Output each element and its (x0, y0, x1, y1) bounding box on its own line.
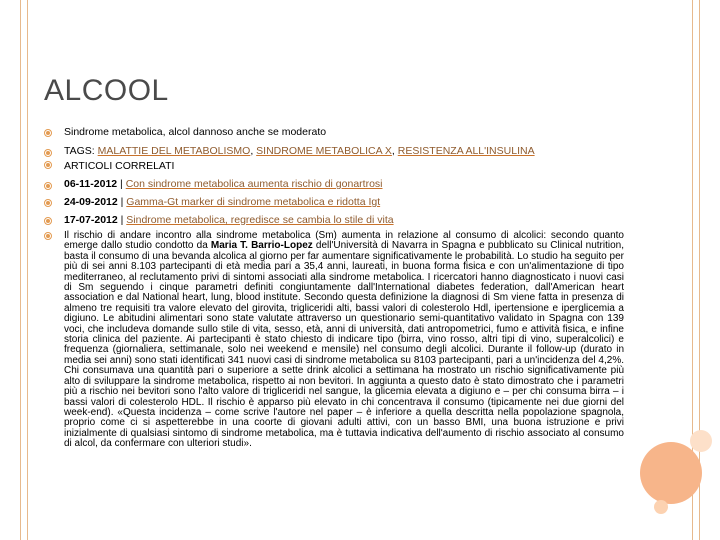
bullet-icon (44, 161, 52, 169)
article-body (64, 231, 624, 450)
tags-item: TAGS: MALATTIE DEL METABOLISMO, SINDROME METABOLICA X, RESISTENZA ALL'INSULINA (44, 145, 624, 160)
page-title: ALCOOL (44, 74, 169, 107)
bullet-icon (44, 129, 52, 137)
bullet-icon (44, 232, 52, 240)
related-date: 24-09-2012 (64, 196, 118, 208)
bullet-icon (44, 217, 52, 225)
body-intro: Il rischio di andare incontro alla sindrome metabolica (Sm) aumenta in relazione al consumo di alcolici: secondo quanto emerge dallo studio condotto da (64, 230, 624, 252)
tag-link-sindrome-metabolica-x[interactable]: SINDROME METABOLICA X (256, 145, 392, 157)
article-body-item (44, 231, 624, 450)
page-border-left (20, 0, 21, 540)
article-title: Sindrome metabolica, alcol dannoso anche se moderato (64, 126, 327, 138)
related-date: 06-11-2012 (64, 178, 118, 190)
related-header-item (44, 160, 624, 178)
bullet-icon (44, 149, 52, 157)
bullet-icon (44, 199, 52, 207)
tag-link-malattie-metabolismo[interactable]: MALATTIE DEL METABOLISMO (97, 145, 251, 157)
related-article-link[interactable]: Sindrome metabolica, regredisce se cambia lo stile di vita (126, 214, 394, 226)
related-article-link[interactable]: Gamma-Gt marker di sindrome metabolica e ridotta Igt (126, 196, 381, 208)
article-title-item (44, 126, 624, 145)
page-border-left-inner (27, 0, 28, 540)
bullet-list (44, 126, 624, 450)
related-article-item: 24-09-2012 | Gamma-Gt marker di sindrome metabolica e ridotta Igt (44, 196, 624, 214)
author-name: Maria T. Barrio-Lopez (210, 240, 313, 252)
related-article-item: 06-11-2012 | Con sindrome metabolica aumenta rischio di gonartrosi (44, 178, 624, 196)
decorative-circle-small (690, 430, 712, 452)
decorative-circle-tiny (654, 500, 668, 514)
related-date: 17-07-2012 (64, 214, 118, 226)
related-article-link[interactable]: Con sindrome metabolica aumenta rischio di gonartrosi (125, 178, 383, 190)
related-articles-label: ARTICOLI CORRELATI (64, 160, 175, 172)
tag-link-resistenza-insulina[interactable]: RESISTENZA ALL'INSULINA (397, 145, 535, 157)
body-text: dell'Università di Navarra in Spagna e pubblicato su Clinical nutrition, basta il consumo di una bevanda alcolica al giorno per far aumentare significativamente le probabilità. Lo studio ha seguito per più di sei anni 8.103 partecipanti di età media pari a 35,4 anni, laureati, in buona forma fisica e con un'alimentazione di tipo mediterraneo, al reclutamento privi di sintomi associati alla sindrome metabolica. I ricercatori hanno diagnosticato i nuovi casi di Sm seguendo i cinque parametri definiti congiuntamente dall'International diabetes federation, dall'American heart association e dal National heart, lung, blood institute. Secondo questa definizione la diagnosi di Sm viene fatta in presenza di almeno tre requisiti tra valore elevato del girovita, trigliceridi alti, bassi valori di colesterolo Hdl, ipertensione e iperglicemia a digiuno. Le abitudini alimentari sono state valutate attraverso un questionario semi-quantitativo validato in Spagna con 139 voci, che includeva domande sullo stile di vita, sesso, età, anni di università, dati antropometrici, fumo e attività fisica, e infine storia clinica del paziente. Ai partecipanti è stato chiesto di indicare tipo (birra, vino rosso, altri tipi di vino, superalcolici) e frequenza (giornaliera, settimanale, solo nei weekend e mensile) nel consumo degli alcolici. Durante il follow-up (durato in media sei anni) sono stati identificati 341 nuovi casi di sindrome metabolica su 8103 partecipanti, pari a un'incidenza del 4,2%. Chi consumava una quantità pari o superiore a sette drink alcolici a settimana ha mostrato un rischio significativamente più alto di sviluppare la sindrome metabolica, rispetto ai non bevitori. In aggiunta a questo dato è stato dimostrato che i parametri più a rischio nei bevitori sono l'alto valore di trigliceridi nel sangue, la glicemia elevata a digiuno e – per chi consuma birra – i bassi valori di colesterolo HDL. Il rischio è apparso più elevato in chi concentrava il consumo (tipicamente nei due giorni del week-end). «Questa incidenza – come scrive l'autore nel paper – è inferiore a quella descritta nella popolazione spagnola, proprio come ci si aspetterebbe in una coorte di giovani adulti attivi, con un basso BMI, una buona istruzione e privi inizialmente di qualsiasi sintomo di sindrome metabolica, ma è tuttavia indicativa dell'aumento di rischio associato al consumo di alcol, da confermare con ulteriori studi». (64, 240, 624, 450)
bullet-icon (44, 182, 52, 190)
tags-label: TAGS: (64, 145, 98, 157)
related-article-item: 17-07-2012 | Sindrome metabolica, regredisce se cambia lo stile di vita (44, 214, 624, 231)
decorative-circle-large (640, 442, 702, 504)
